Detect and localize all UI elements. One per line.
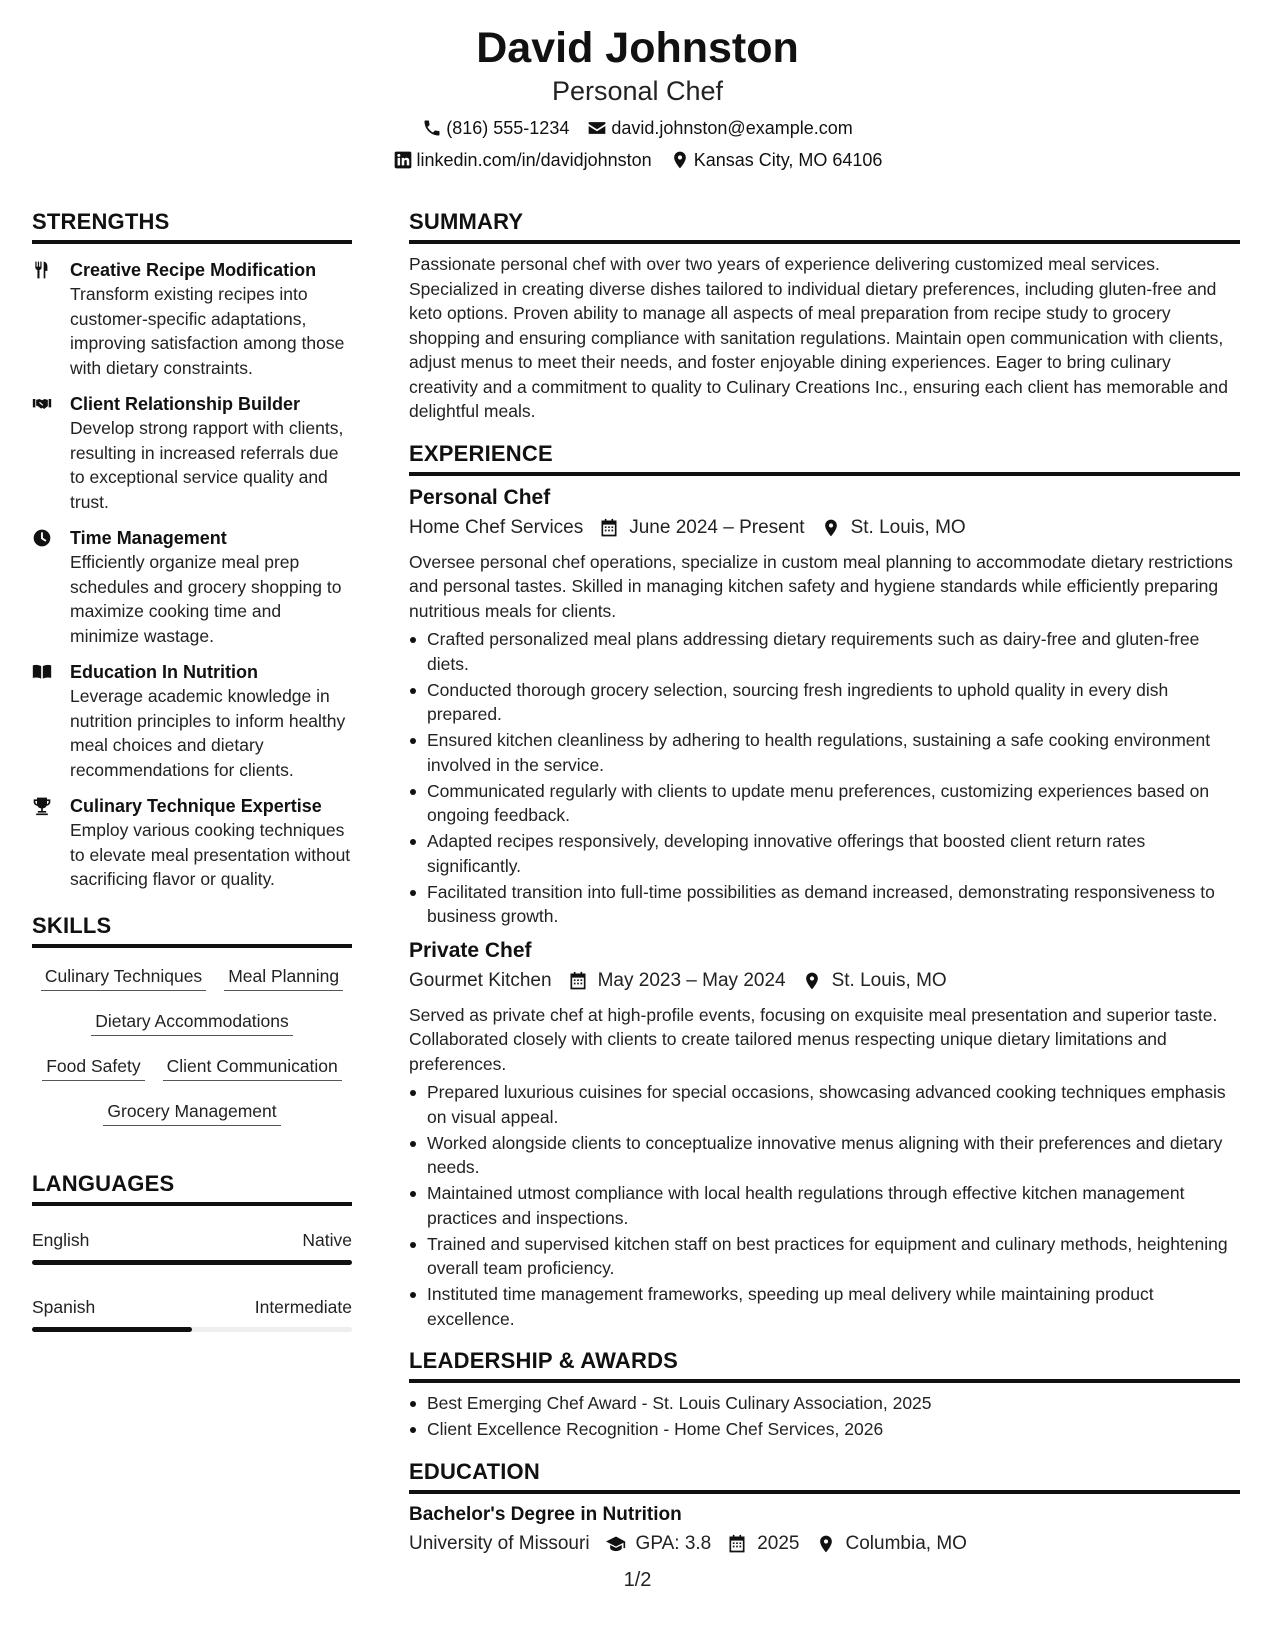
list-item: Worked alongside clients to conceptualize innovative menus aligning with their preferences and dietary needs. xyxy=(409,1131,1240,1180)
job-title: Personal Chef xyxy=(409,485,551,509)
contact-phone xyxy=(422,116,569,140)
list-item: Conducted thorough grocery selection, sourcing fresh ingredients to uphold quality in every dish prepared. xyxy=(409,678,1240,727)
strength-item xyxy=(32,526,352,648)
strength-desc: Efficiently organize meal prep schedules and grocery shopping to maximize cooking time and minimize wastage. xyxy=(70,552,342,646)
education-heading: EDUCATION xyxy=(409,1458,1240,1494)
list-item: Crafted personalized meal plans addressing dietary requirements such as dairy-free and gluten-free diets. xyxy=(409,627,1240,676)
strength-item xyxy=(32,794,352,892)
skills-list xyxy=(32,964,352,1126)
list-item: Adapted recipes responsively, developing innovative offerings that boosted client return rates significantly. xyxy=(409,829,1240,878)
job-dates: May 2023 – May 2024 xyxy=(597,969,786,991)
language-item xyxy=(32,1228,352,1265)
strength-item xyxy=(32,392,352,514)
job-meta xyxy=(409,967,1240,995)
skill-tag: Food Safety xyxy=(42,1054,144,1081)
list-item: Client Excellence Recognition - Home Chef Services, 2026 xyxy=(409,1417,1240,1442)
language-level: Native xyxy=(302,1229,352,1250)
job-meta xyxy=(409,514,1240,542)
map-pin-icon xyxy=(802,971,822,991)
trophy-icon xyxy=(32,796,52,816)
job-summary: Served as private chef at high-profile events, focusing on exquisite meal presentation and superior taste. Collaborated closely with clients to create tailored menus respecting unique dietary limitations and preferences. xyxy=(409,1004,1218,1074)
job-summary: Oversee personal chef operations, specialize in custom meal planning to accommodate dietary restrictions and personal tastes. Skilled in managing kitchen safety and hygiene standards while efficiently preparing nutritious meals for clients. xyxy=(409,551,1233,621)
graduation-year: 2025 xyxy=(757,1532,800,1554)
awards-list xyxy=(409,1391,1240,1442)
strengths-heading: STRENGTHS xyxy=(32,208,352,244)
summary-text: Passionate personal chef with over two years of experience delivering customized meal services. Specialized in creating diverse dishes tailored to individual dietary preferences, including gluten-free and keto options. Proven ability to manage all aspects of meal preparation from recipe study to grocery shopping and ensuring compliance with sanitation regulations. Maintain open communication with clients, adjust menus to meet their needs, and foster enjoyable dining experiences. Eager to bring culinary creativity and a commitment to quality to Culinary Creations Inc., ensuring each client has memorable and delightful meals. xyxy=(409,254,1229,421)
contact-row-1 xyxy=(0,116,1275,140)
skill-tag: Grocery Management xyxy=(103,1099,280,1126)
school-name: University of Missouri xyxy=(409,1532,590,1554)
map-pin-icon xyxy=(816,1534,836,1554)
skill-tag: Meal Planning xyxy=(224,964,343,991)
list-item: Facilitated transition into full-time possibilities as demand increased, demonstrating responsiveness to business growth. xyxy=(409,880,1240,929)
strength-desc: Develop strong rapport with clients, resulting in increased referrals due to exceptional service quality and trust. xyxy=(70,418,344,512)
list-item: Communicated regularly with clients to update menu preferences, customizing experiences based on ongoing feedback. xyxy=(409,779,1240,828)
list-item: Prepared luxurious cuisines for special occasions, showcasing advanced cooking techniques emphasis on visual appeal. xyxy=(409,1080,1240,1129)
linkedin-text: linkedin.com/in/davidjohnston xyxy=(416,150,652,170)
language-level: Intermediate xyxy=(254,1296,352,1317)
education-location: Columbia, MO xyxy=(845,1532,967,1554)
strength-title: Time Management xyxy=(70,528,227,548)
job-title: Private Chef xyxy=(409,938,532,962)
list-item: Ensured kitchen cleanliness by adhering to health regulations, sustaining a safe cooking environment involved in the service. xyxy=(409,728,1240,777)
strength-item xyxy=(32,660,352,782)
map-pin-icon xyxy=(670,150,690,170)
strength-title: Culinary Technique Expertise xyxy=(70,796,322,816)
language-bar-fill xyxy=(32,1260,352,1265)
phone-icon xyxy=(422,118,442,138)
job-location: St. Louis, MO xyxy=(831,969,947,991)
handshake-icon xyxy=(32,394,52,414)
candidate-name: David Johnston xyxy=(476,24,799,72)
utensils-icon xyxy=(32,260,52,280)
list-item: Best Emerging Chef Award - St. Louis Culinary Association, 2025 xyxy=(409,1391,1240,1416)
linkedin-icon xyxy=(393,150,413,170)
awards-heading: LEADERSHIP & AWARDS xyxy=(409,1347,1240,1383)
job-bullets xyxy=(409,1080,1240,1331)
resume-header xyxy=(0,22,1275,172)
book-icon xyxy=(32,662,52,682)
calendar-icon xyxy=(568,971,588,991)
language-bar xyxy=(32,1260,352,1265)
job-company: Gourmet Kitchen xyxy=(409,969,552,991)
skill-tag: Culinary Techniques xyxy=(41,964,206,991)
strength-title: Creative Recipe Modification xyxy=(70,260,317,280)
strength-desc: Transform existing recipes into customer-specific adaptations, improving satisfaction among those with dietary constraints. xyxy=(70,284,345,378)
email-text: david.johnston@example.com xyxy=(611,118,853,138)
skill-tag: Dietary Accommodations xyxy=(91,1009,293,1036)
job-dates: June 2024 – Present xyxy=(629,516,805,538)
languages-heading: LANGUAGES xyxy=(32,1170,352,1206)
page-indicator: 1/2 xyxy=(623,1569,652,1591)
clock-icon xyxy=(32,528,52,548)
skills-heading: SKILLS xyxy=(32,912,352,948)
language-item xyxy=(32,1295,352,1332)
right-column xyxy=(409,208,1240,1558)
education-meta xyxy=(409,1530,1240,1558)
calendar-icon xyxy=(599,518,619,538)
language-name: Spanish xyxy=(32,1296,96,1317)
contact-email[interactable] xyxy=(587,116,852,140)
language-name: English xyxy=(32,1229,90,1250)
contact-row-2 xyxy=(0,148,1275,172)
strength-title: Education In Nutrition xyxy=(70,662,258,682)
strength-item xyxy=(32,258,352,380)
strength-desc: Employ various cooking techniques to elevate meal presentation without sacrificing flavor or quality. xyxy=(70,820,351,889)
list-item: Instituted time management frameworks, speeding up meal delivery while maintaining product excellence. xyxy=(409,1282,1240,1331)
left-column xyxy=(32,208,352,1332)
job-company: Home Chef Services xyxy=(409,516,584,538)
experience-heading: EXPERIENCE xyxy=(409,440,1240,476)
job-location: St. Louis, MO xyxy=(850,516,966,538)
list-item: Trained and supervised kitchen staff on best practices for equipment and culinary methods, heightening overall team proficiency. xyxy=(409,1232,1240,1281)
list-item: Maintained utmost compliance with local health regulations through effective kitchen management practices and inspections. xyxy=(409,1181,1240,1230)
graduation-cap-icon xyxy=(606,1534,626,1554)
degree-title: Bachelor's Degree in Nutrition xyxy=(409,1503,682,1525)
strength-title: Client Relationship Builder xyxy=(70,394,301,414)
job-entry xyxy=(409,484,1240,929)
strengths-list xyxy=(32,258,352,892)
job-bullets xyxy=(409,627,1240,929)
envelope-icon xyxy=(587,118,607,138)
contact-linkedin[interactable] xyxy=(393,148,652,172)
language-bar-fill xyxy=(32,1327,192,1332)
skill-tag: Client Communication xyxy=(163,1054,342,1081)
calendar-icon xyxy=(727,1534,747,1554)
strength-desc: Leverage academic knowledge in nutrition principles to inform healthy meal choices and dietary recommendations for clients. xyxy=(70,686,346,780)
map-pin-icon xyxy=(821,518,841,538)
location-text: Kansas City, MO 64106 xyxy=(693,150,883,170)
gpa: GPA: 3.8 xyxy=(635,1532,712,1554)
summary-heading: SUMMARY xyxy=(409,208,1240,244)
job-entry xyxy=(409,937,1240,1332)
phone-text: (816) 555-1234 xyxy=(446,118,570,138)
language-bar xyxy=(32,1327,352,1332)
contact-location xyxy=(670,148,883,172)
candidate-title: Personal Chef xyxy=(551,76,724,106)
